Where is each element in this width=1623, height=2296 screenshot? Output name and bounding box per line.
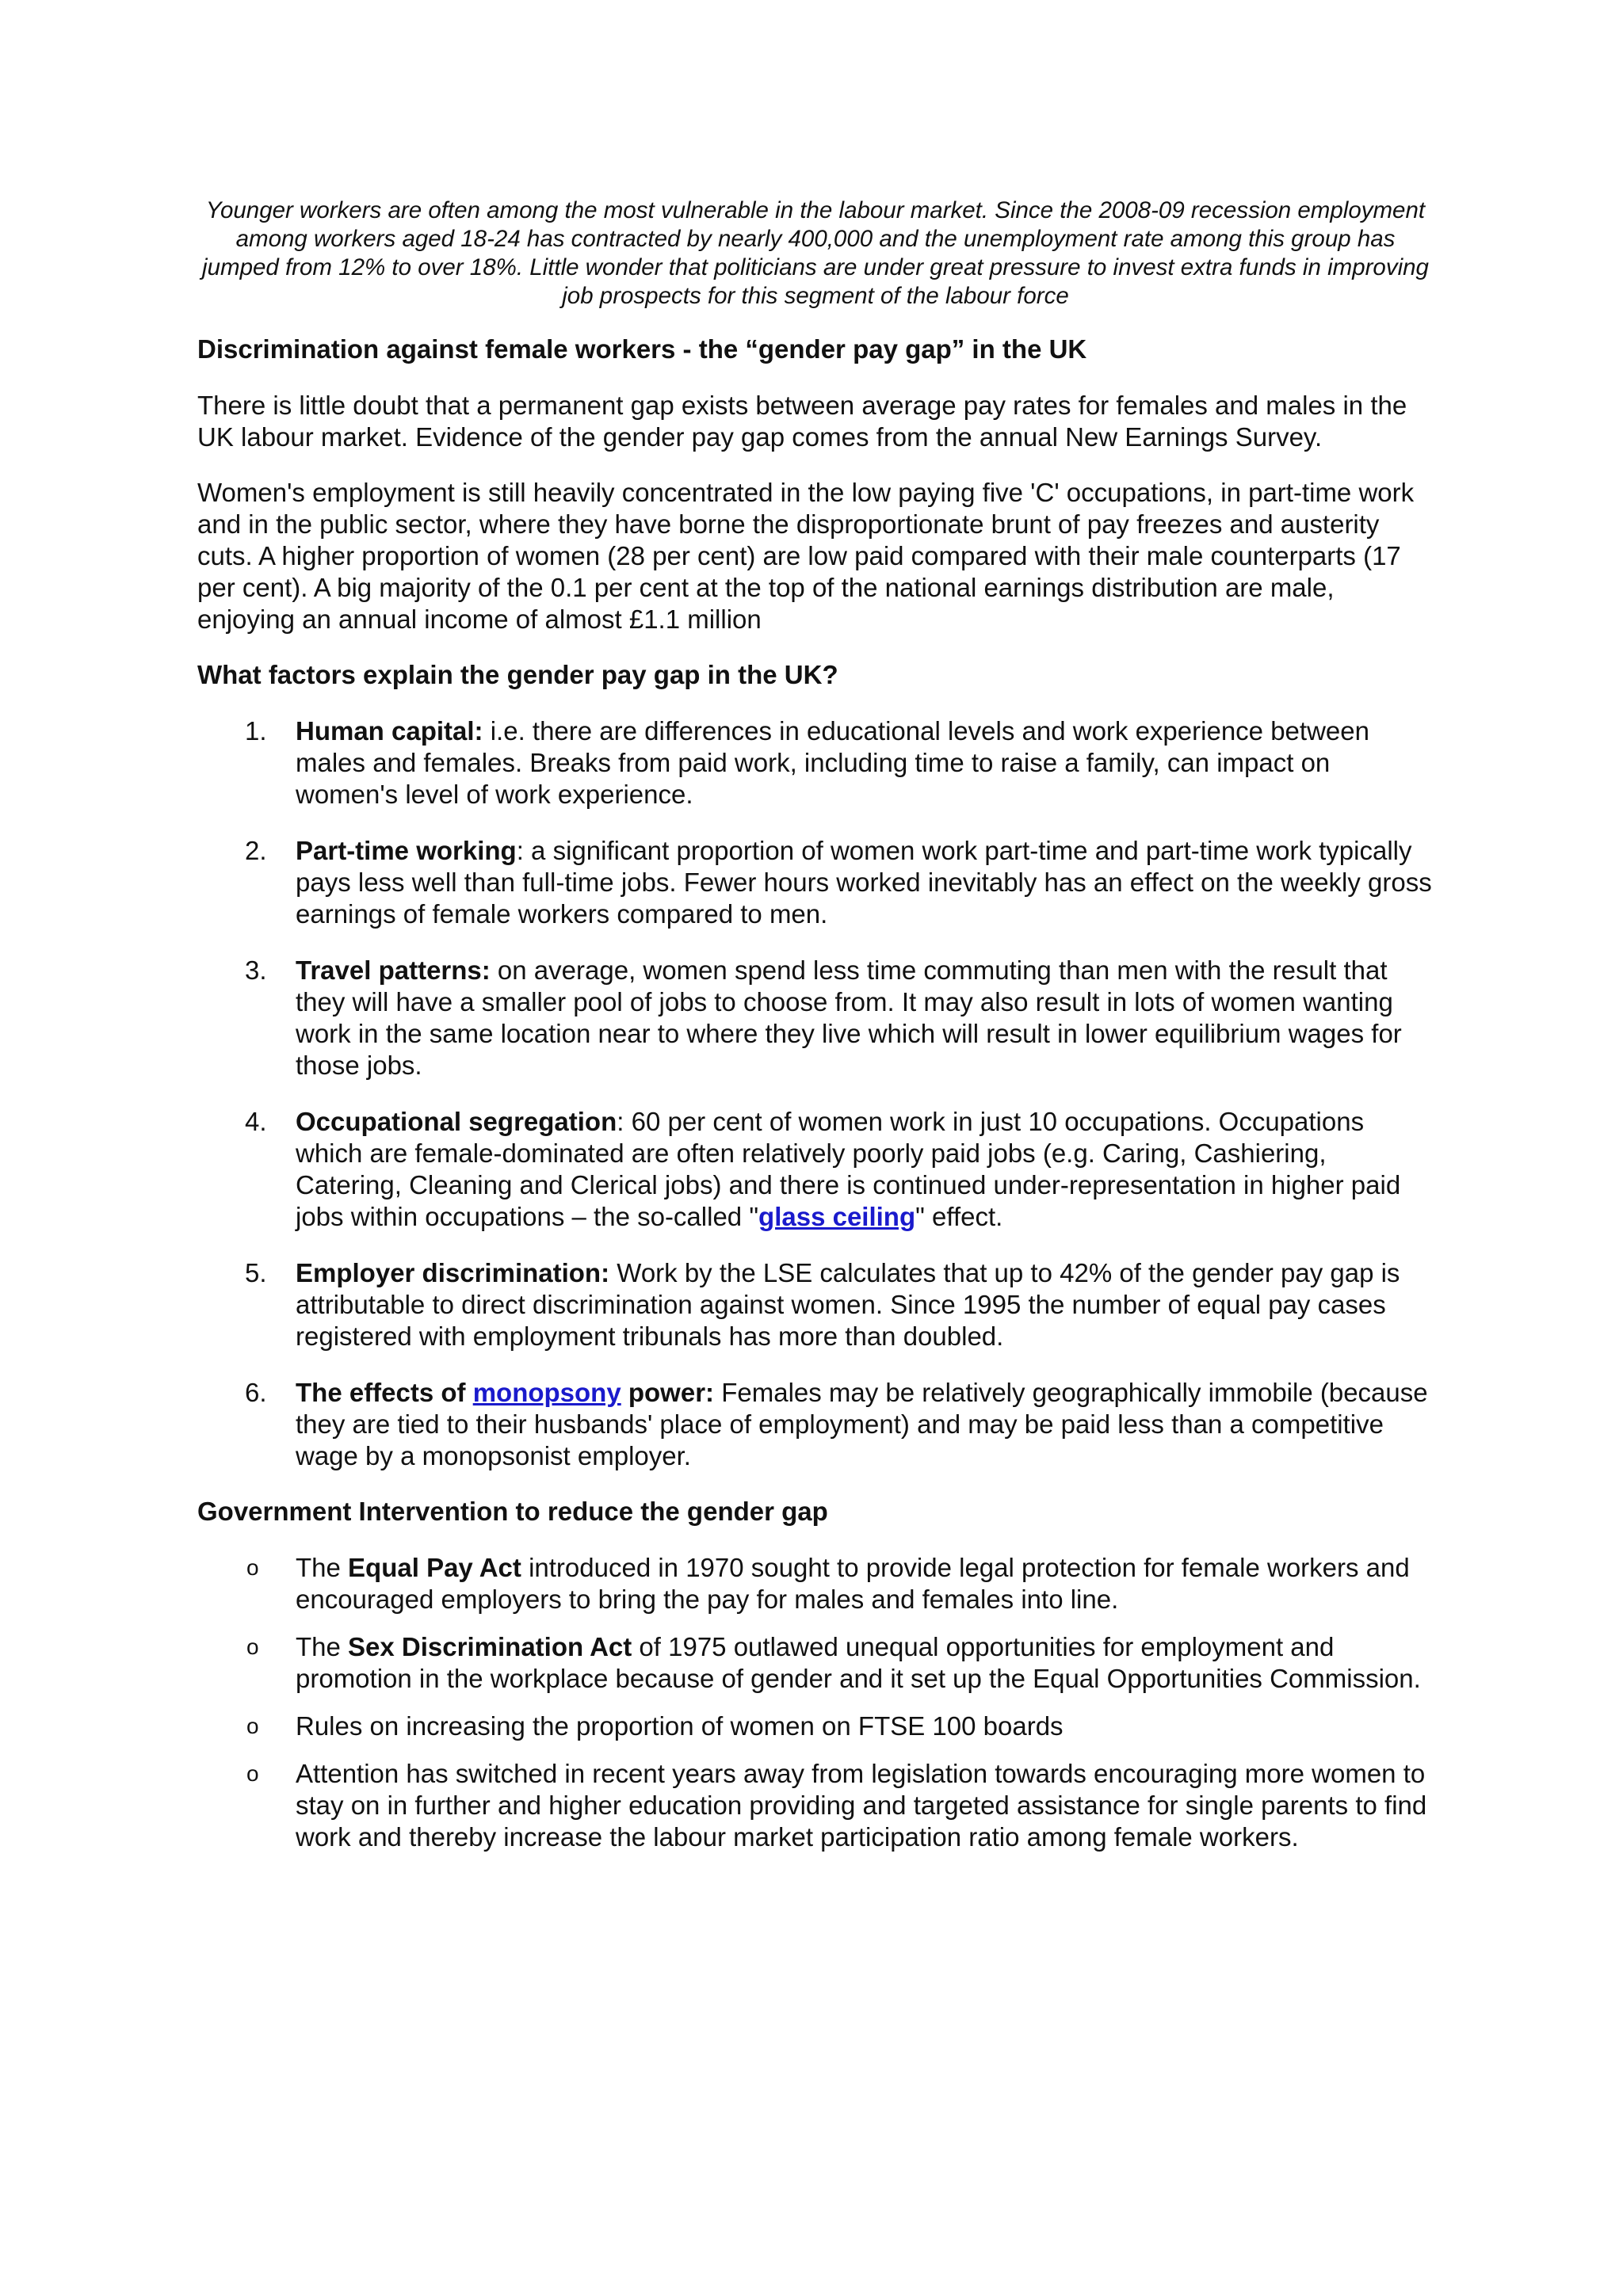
list-number: 6. bbox=[245, 1378, 267, 1407]
measure-item-ftse-boards bbox=[197, 1711, 1434, 1742]
factor-text: : a significant proportion of women work part-time and part-time work typically pays less well than full-time jobs. Fewer hours worked inevitably has an effect on the weekly gross earnings of female workers compared to men. bbox=[296, 836, 1432, 929]
measure-item-education-assistance bbox=[197, 1758, 1434, 1853]
factor-title: Travel patterns: bbox=[296, 955, 491, 985]
bullet-icon: o bbox=[246, 1761, 259, 1786]
measure-item-equal-pay-act bbox=[197, 1552, 1434, 1615]
list-number: 1. bbox=[245, 716, 267, 746]
measure-text: introduced in 1970 sought to provide legal protection for female workers and encouraged employers to bring the pay for males and females into line. bbox=[296, 1553, 1410, 1614]
bullet-icon: o bbox=[246, 1714, 259, 1738]
factor-item-human-capital bbox=[197, 715, 1434, 810]
measure-prefix: The bbox=[296, 1632, 349, 1661]
measure-act-name: Equal Pay Act bbox=[348, 1553, 521, 1582]
factor-text: on average, women spend less time commuting than men with the result that they will have a smaller pool of jobs to choose from. It may also result in lots of women wanting work in the same location near to where they live which will result in lower equilibrium wages for those jobs. bbox=[296, 955, 1402, 1080]
section-heading-government-intervention: Government Intervention to reduce the gender gap bbox=[197, 1497, 828, 1526]
factor-item-monopsony-power bbox=[197, 1377, 1434, 1472]
measures-list bbox=[197, 1552, 1434, 1853]
factor-item-occupational-segregation bbox=[197, 1106, 1434, 1233]
factor-title: Part-time working bbox=[296, 836, 517, 865]
factor-title: Occupational segregation bbox=[296, 1107, 617, 1136]
list-number: 2. bbox=[245, 836, 267, 865]
document-page bbox=[197, 196, 1434, 1869]
monopsony-link[interactable]: monopsony bbox=[472, 1378, 621, 1407]
factor-text: i.e. there are differences in educational levels and work experience between males and females. Breaks from paid work, including time to raise a family, can impact on women's level of work experience. bbox=[296, 716, 1369, 809]
measure-act-name: Sex Discrimination Act bbox=[348, 1632, 632, 1661]
measure-prefix: The bbox=[296, 1553, 349, 1582]
factor-text: Work by the LSE calculates that up to 42% of the gender pay gap is attributable to direct discrimination against women. Since 1995 the number of equal pay cases registered with employment tribunals has more than doubled. bbox=[296, 1258, 1400, 1351]
factor-item-travel-patterns bbox=[197, 955, 1434, 1081]
factor-item-part-time-working bbox=[197, 835, 1434, 930]
factor-title-end: power: bbox=[621, 1378, 715, 1407]
measure-text: Rules on increasing the proportion of women on FTSE 100 boards bbox=[296, 1711, 1064, 1741]
intro-caption: Younger workers are often among the most vulnerable in the labour market. Since the 2008-09 recession employment among workers aged 18-24 has contracted by nearly 400,000 and the unemployment rate among this group has jumped from 12% to over 18%. Little wonder that politicians are under great pressure to invest extra funds in improving job prospects for this segment of the labour force bbox=[202, 197, 1429, 309]
measure-item-sex-discrimination-act bbox=[197, 1631, 1434, 1695]
factor-title: Human capital: bbox=[296, 716, 483, 746]
bullet-icon: o bbox=[246, 1634, 259, 1659]
measure-text: Attention has switched in recent years away from legislation towards encouraging more women to stay on in further and higher education providing and targeted assistance for single parents to find work and thereby increase the labour market participation ratio among female workers. bbox=[296, 1759, 1427, 1852]
measure-text: of 1975 outlawed unequal opportunities for employment and promotion in the workplace because of gender and it set up the Equal Opportunities Commission. bbox=[296, 1632, 1421, 1693]
factor-text-end: " effect. bbox=[915, 1202, 1003, 1231]
list-number: 5. bbox=[245, 1258, 267, 1287]
factor-text: : 60 per cent of women work in just 10 occupations. Occupations which are female-dominated are often relatively poorly paid jobs (e.g. Caring, Cashiering, Catering, Cleaning and Clerical jobs) and there is continued under-representation in higher paid jobs within occupations – the so-called " bbox=[296, 1107, 1401, 1231]
paragraph-pay-gap-evidence: There is little doubt that a permanent gap exists between average pay rates for females and males in the UK labour market. Evidence of the gender pay gap comes from the annual New Earnings Survey. bbox=[197, 391, 1407, 452]
factor-item-employer-discrimination bbox=[197, 1257, 1434, 1352]
section-heading-factors: What factors explain the gender pay gap in the UK? bbox=[197, 660, 838, 689]
list-number: 4. bbox=[245, 1107, 267, 1136]
list-number: 3. bbox=[245, 955, 267, 985]
factor-text: Females may be relatively geographically immobile (because they are tied to their husbands' place of employment) and may be paid less than a competitive wage by a monopsonist employer. bbox=[296, 1378, 1428, 1470]
section-heading-gender-pay-gap: Discrimination against female workers - the “gender pay gap” in the UK bbox=[197, 334, 1087, 364]
paragraph-womens-employment: Women's employment is still heavily concentrated in the low paying five 'C' occupations, in part-time work and in the public sector, where they have borne the disproportionate brunt of pay freezes and austerity cuts. A higher proportion of women (28 per cent) are low paid compared with their male counterparts (17 per cent). A big majority of the 0.1 per cent at the top of the national earnings distribution are male, enjoying an annual income of almost £1.1 million bbox=[197, 478, 1415, 634]
factor-title bbox=[296, 1378, 714, 1407]
factors-list bbox=[197, 715, 1434, 1472]
factor-title: Employer discrimination: bbox=[296, 1258, 610, 1287]
factor-title-start: The effects of bbox=[296, 1378, 473, 1407]
bullet-icon: o bbox=[246, 1555, 259, 1580]
glass-ceiling-link[interactable]: glass ceiling bbox=[758, 1202, 916, 1231]
